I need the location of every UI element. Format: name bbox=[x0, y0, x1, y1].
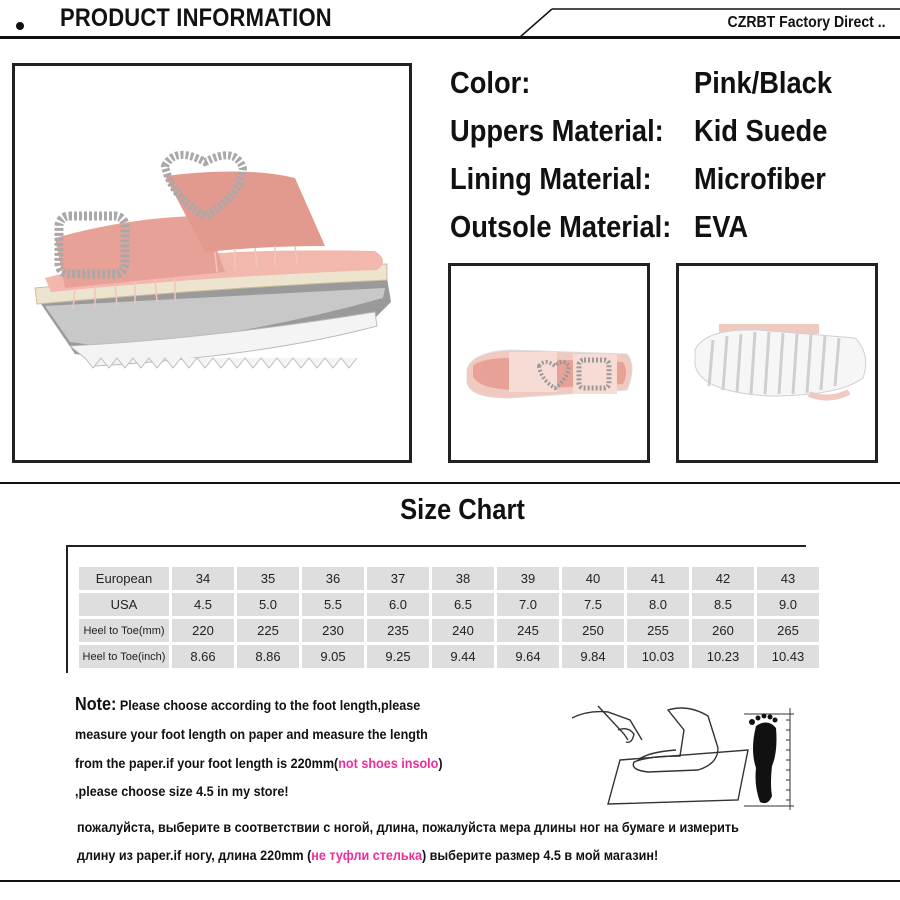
table-cell: 39 bbox=[497, 567, 559, 590]
size-chart-title: Size Chart bbox=[400, 494, 525, 526]
note-text: Please choose according to the foot length,please bbox=[116, 697, 421, 713]
russian-note-line-2 bbox=[77, 847, 658, 863]
table-cell: 9.44 bbox=[432, 645, 494, 668]
table-cell: 7.5 bbox=[562, 593, 624, 616]
russian-text: длину из paper.if ногу, длина 220mm ( bbox=[77, 847, 312, 863]
spec-value-outsole: EVA bbox=[694, 209, 749, 244]
russian-highlight: не туфли стелька bbox=[311, 847, 422, 863]
table-cell: 35 bbox=[237, 567, 299, 590]
note-line-3 bbox=[75, 755, 443, 771]
table-cell: 245 bbox=[497, 619, 559, 642]
top-view-photo bbox=[448, 263, 650, 463]
table-cell: 4.5 bbox=[172, 593, 234, 616]
table-cell: 9.25 bbox=[367, 645, 429, 668]
table-cell: 9.84 bbox=[562, 645, 624, 668]
table-cell: 265 bbox=[757, 619, 819, 642]
table-left-rule bbox=[66, 545, 68, 673]
russian-text: ) выберите размер 4.5 в мой магазин! bbox=[421, 847, 659, 863]
spec-value-lining: Microfiber bbox=[694, 161, 826, 196]
note-line-1 bbox=[75, 694, 420, 715]
note-text: from the paper.if your foot length is 220mm( bbox=[75, 755, 339, 771]
table-cell: 8.5 bbox=[692, 593, 754, 616]
main-product-photo bbox=[12, 63, 412, 463]
table-cell: 8.66 bbox=[172, 645, 234, 668]
table-row-european bbox=[79, 567, 819, 590]
table-cell: 255 bbox=[627, 619, 689, 642]
table-cell: 10.03 bbox=[627, 645, 689, 668]
table-row-heel-to-toe-mm bbox=[79, 619, 819, 642]
table-cell: 40 bbox=[562, 567, 624, 590]
table-cell: 10.23 bbox=[692, 645, 754, 668]
table-cell: 10.43 bbox=[757, 645, 819, 668]
sandal-image bbox=[15, 66, 409, 460]
sandal-sole-image bbox=[679, 266, 875, 460]
note-label: Note: bbox=[75, 694, 117, 714]
spec-value-uppers: Kid Suede bbox=[694, 113, 828, 148]
page-title: PRODUCT INFORMATION bbox=[60, 4, 332, 32]
table-cell: 9.05 bbox=[302, 645, 364, 668]
header-divider bbox=[0, 36, 900, 39]
table-top-rule bbox=[66, 545, 806, 547]
table-cell: 6.0 bbox=[367, 593, 429, 616]
table-cell: 5.0 bbox=[237, 593, 299, 616]
table-cell: 7.0 bbox=[497, 593, 559, 616]
note-highlight: not shoes insolo bbox=[338, 755, 439, 771]
bullet-dot bbox=[16, 22, 24, 30]
spec-value-color: Pink/Black bbox=[694, 65, 832, 100]
spec-label-uppers: Uppers Material: bbox=[450, 113, 664, 148]
bottom-divider bbox=[0, 880, 900, 882]
spec-label-outsole: Outsole Material: bbox=[450, 209, 672, 244]
table-cell: 250 bbox=[562, 619, 624, 642]
russian-note-line-1: пожалуйста, выберите в соответствии с ногой, длина, пожалуйста мера длины ног на бумаге и измерить bbox=[77, 819, 739, 835]
spec-label-lining: Lining Material: bbox=[450, 161, 652, 196]
table-cell: 230 bbox=[302, 619, 364, 642]
table-cell: 41 bbox=[627, 567, 689, 590]
table-cell: 36 bbox=[302, 567, 364, 590]
footprint-ruler-icon bbox=[740, 706, 798, 812]
table-cell: 240 bbox=[432, 619, 494, 642]
row-header: Heel to Toe(inch) bbox=[79, 645, 169, 668]
table-row-usa bbox=[79, 593, 819, 616]
note-line-2: measure your foot length on paper and measure the length bbox=[75, 726, 428, 742]
row-header: European bbox=[79, 567, 169, 590]
table-cell: 43 bbox=[757, 567, 819, 590]
row-header: Heel to Toe(mm) bbox=[79, 619, 169, 642]
note-text: ) bbox=[438, 755, 443, 771]
table-row-heel-to-toe-inch bbox=[79, 645, 819, 668]
table-cell: 8.86 bbox=[237, 645, 299, 668]
size-chart-table bbox=[76, 564, 822, 671]
row-header: USA bbox=[79, 593, 169, 616]
table-cell: 42 bbox=[692, 567, 754, 590]
table-cell: 34 bbox=[172, 567, 234, 590]
table-cell: 260 bbox=[692, 619, 754, 642]
store-name: CZRBT Factory Direct .. bbox=[727, 14, 886, 31]
sole-view-photo bbox=[676, 263, 878, 463]
table-cell: 225 bbox=[237, 619, 299, 642]
table-cell: 6.5 bbox=[432, 593, 494, 616]
table-cell: 9.0 bbox=[757, 593, 819, 616]
table-cell: 235 bbox=[367, 619, 429, 642]
table-cell: 37 bbox=[367, 567, 429, 590]
table-cell: 9.64 bbox=[497, 645, 559, 668]
note-line-4: ,please choose size 4.5 in my store! bbox=[75, 783, 289, 799]
table-cell: 220 bbox=[172, 619, 234, 642]
table-cell: 8.0 bbox=[627, 593, 689, 616]
section-divider bbox=[0, 482, 900, 484]
table-cell: 5.5 bbox=[302, 593, 364, 616]
spec-label-color: Color: bbox=[450, 65, 531, 100]
table-cell: 38 bbox=[432, 567, 494, 590]
sandal-top-image bbox=[451, 266, 647, 460]
